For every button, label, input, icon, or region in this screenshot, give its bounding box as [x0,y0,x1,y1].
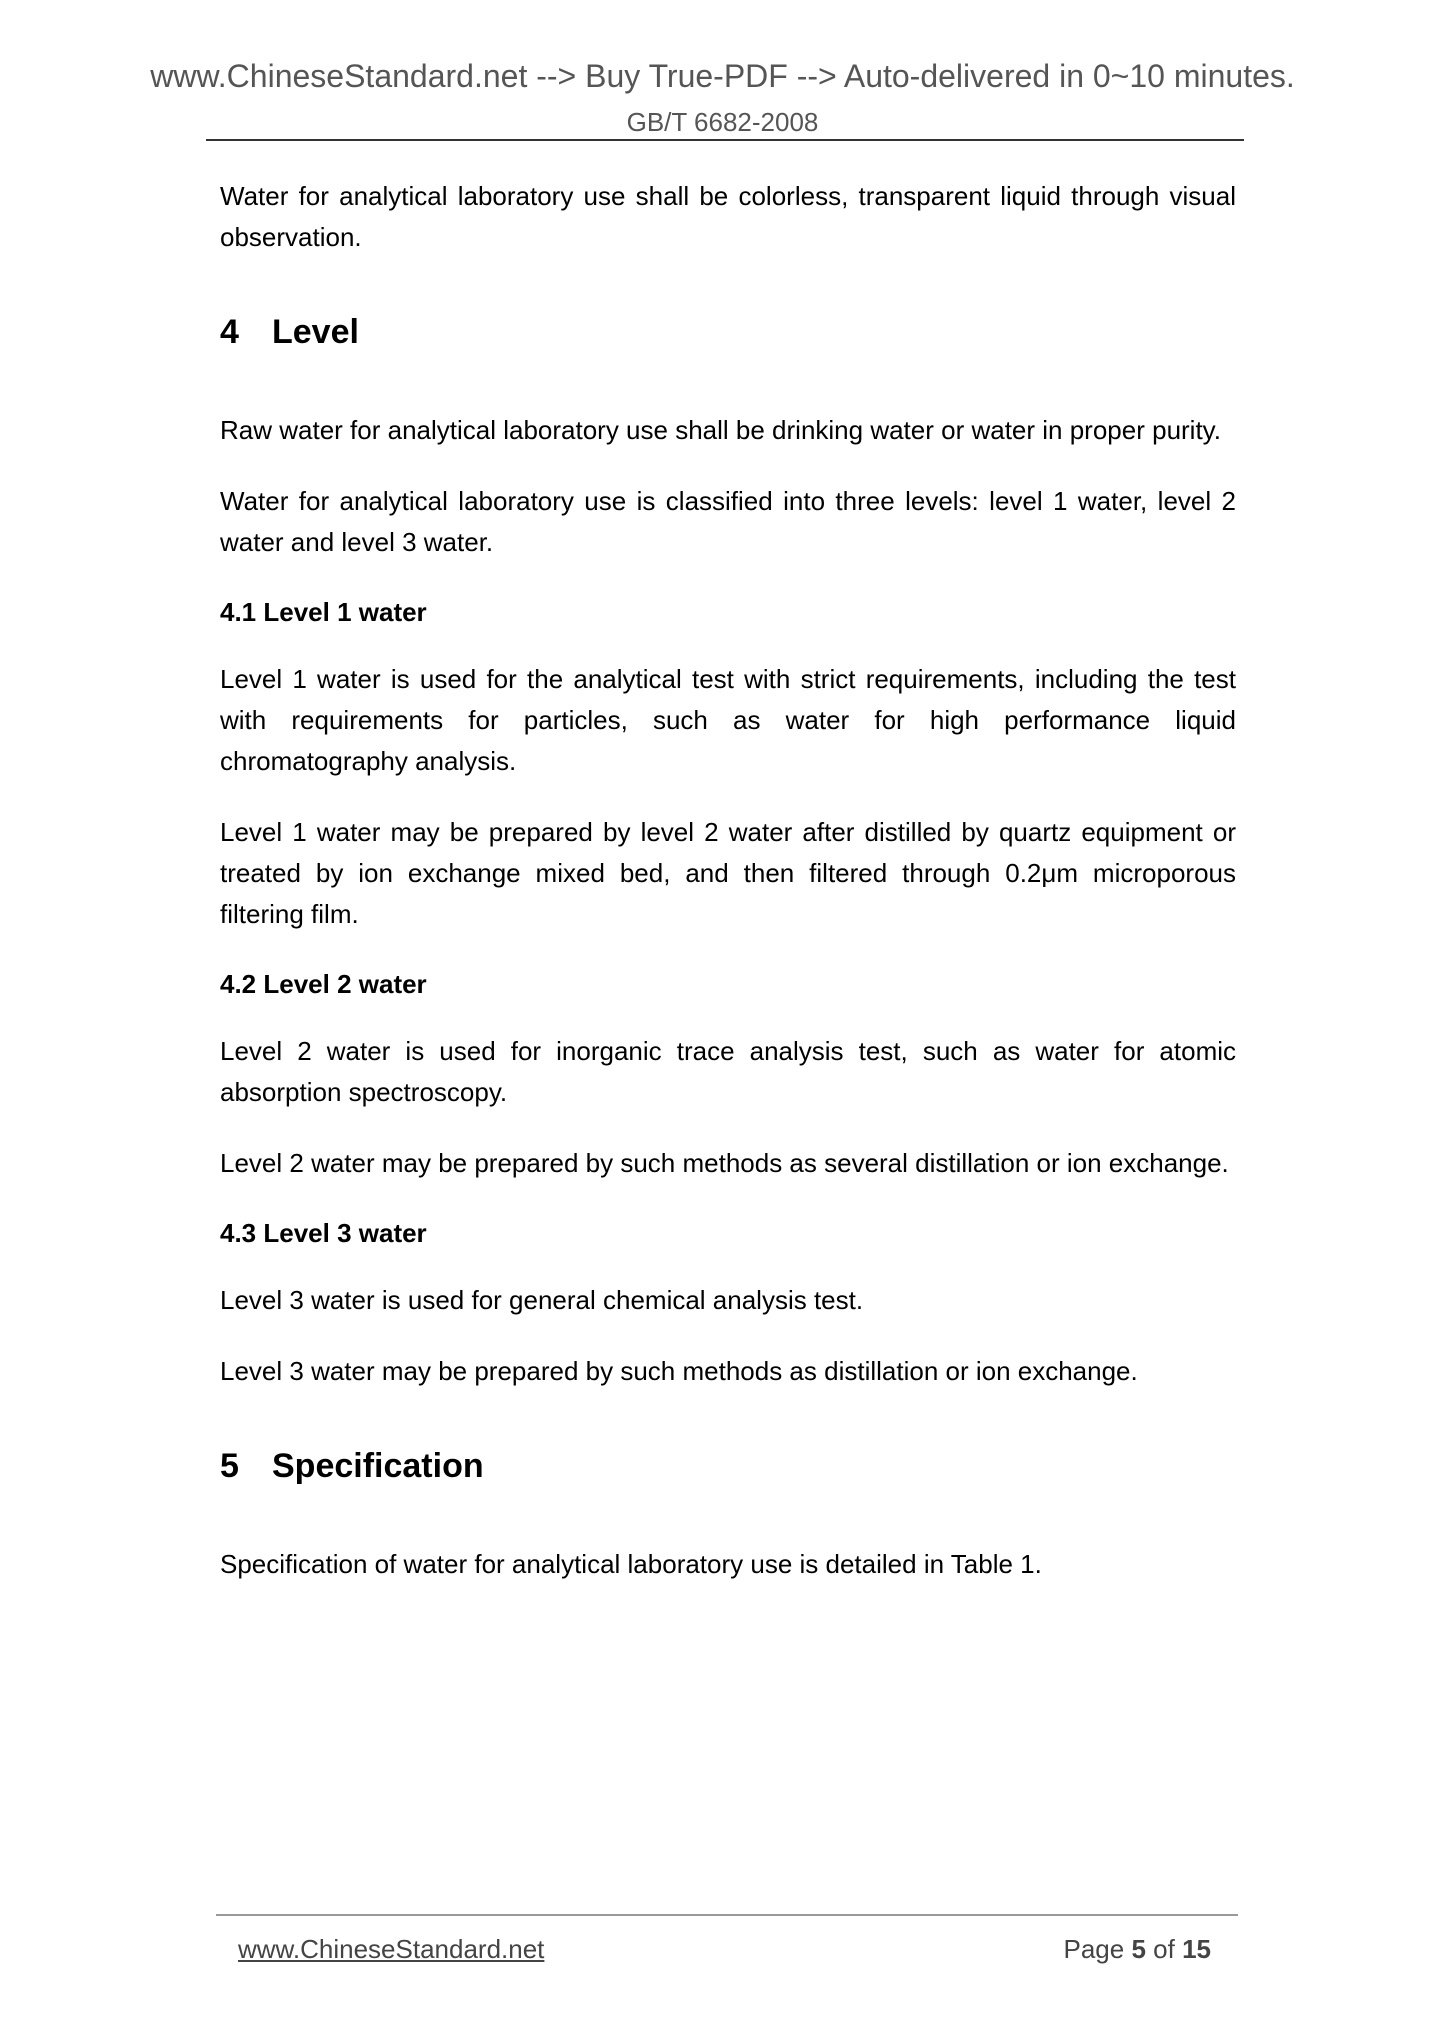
page-indicator [1063,1932,1211,1966]
subsection-4-1-paragraph-2: Level 1 water may be prepared by level 2 water after distilled by quartz equipment or treated by ion exchange mixed bed, and then filtered through 0.2μm microporous filtering film. [220,817,1236,929]
section-4-paragraph-1: Raw water for analytical laboratory use shall be drinking water or water in proper purity. [220,415,1221,445]
subsection-4-2-paragraph-2: Level 2 water may be prepared by such methods as several distillation or ion exchange. [220,1148,1229,1178]
header-divider [206,139,1244,141]
subsection-4-2-heading: 4.2 Level 2 water [220,969,427,999]
page-total: 15 [1182,1934,1211,1964]
subsection-4-1-paragraph-1: Level 1 water is used for the analytical test with strict requirements, including the test with requirements for particles, such as water for high performance liquid chromatography analysis. [220,664,1236,776]
section-5-paragraph-1: Specification of water for analytical laboratory use is detailed in Table 1. [220,1549,1042,1579]
subsection-4-2-paragraph-1: Level 2 water is used for inorganic trace analysis test, such as water for atomic absorption spectroscopy. [220,1036,1236,1107]
subsection-4-3-paragraph-1: Level 3 water is used for general chemical analysis test. [220,1285,864,1315]
section-5-title: Specification [272,1447,484,1485]
subsection-4-1-heading: 4.1 Level 1 water [220,597,427,627]
section-4-title: Level [272,313,359,351]
subsection-4-3-paragraph-2: Level 3 water may be prepared by such methods as distillation or ion exchange. [220,1356,1138,1386]
section-5-number: 5 [220,1447,239,1485]
page-current: 5 [1131,1934,1146,1964]
document-body [220,176,1236,1615]
section-4-paragraph-2: Water for analytical laboratory use is classified into three levels: level 1 water, level 2 water and level 3 water. [220,486,1236,557]
footer-site-link[interactable]: www.ChineseStandard.net [238,1934,545,1964]
section-5-heading [220,1444,1236,1488]
footer-divider [216,1914,1238,1916]
subsection-4-3-heading: 4.3 Level 3 water [220,1218,427,1248]
document-code: GB/T 6682-2008 [626,107,819,137]
section-4-number: 4 [220,313,239,351]
page-label: Page [1063,1934,1125,1964]
intro-paragraph: Water for analytical laboratory use shall be colorless, transparent liquid through visual observation. [220,181,1236,252]
site-banner: www.ChineseStandard.net --> Buy True-PDF --> Auto-delivered in 0~10 minutes. [150,58,1295,94]
section-4-heading [220,310,1236,354]
page-of: of [1153,1934,1175,1964]
